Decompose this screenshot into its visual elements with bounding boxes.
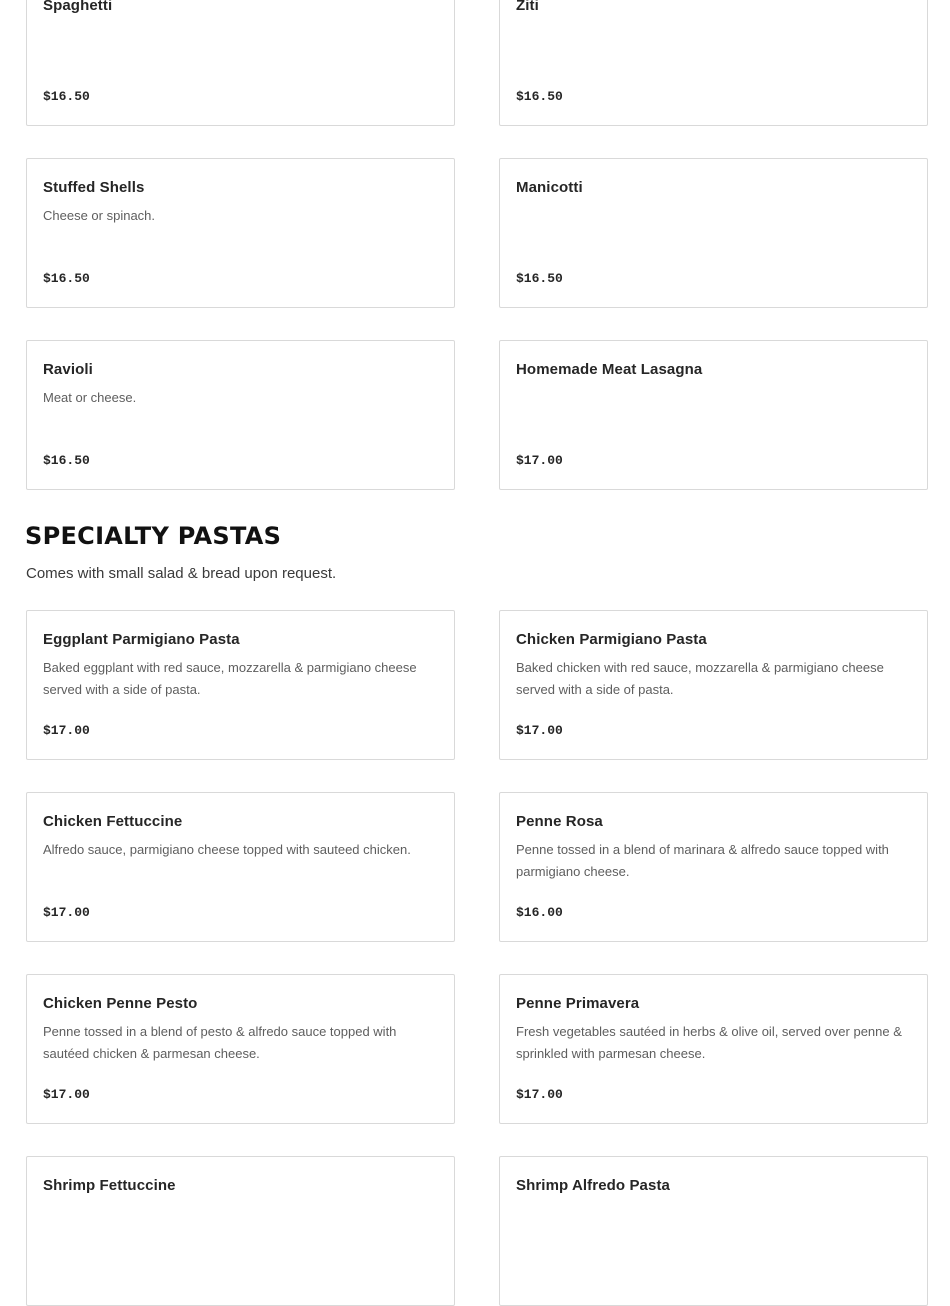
- menu-item-card[interactable]: [499, 792, 928, 942]
- menu-item-name: Chicken Fettuccine: [43, 813, 183, 830]
- menu-item-card[interactable]: [26, 974, 455, 1124]
- menu-item-price: $16.50: [43, 89, 90, 104]
- menu-item-price: $17.00: [43, 1087, 90, 1102]
- menu-item-card[interactable]: [499, 340, 928, 490]
- menu-item-price: $17.00: [516, 723, 563, 738]
- menu-item-name: Eggplant Parmigiano Pasta: [43, 631, 240, 648]
- menu-item-name: Penne Primavera: [516, 995, 640, 1012]
- menu-item-grid: [26, 0, 928, 490]
- menu-item-price: $16.50: [43, 453, 90, 468]
- menu-item-card[interactable]: [26, 0, 455, 126]
- menu-item-name: Ravioli: [43, 361, 93, 378]
- menu-item-price: $17.00: [516, 1087, 563, 1102]
- menu-item-name: Stuffed Shells: [43, 179, 145, 196]
- menu-item-card[interactable]: [26, 1156, 455, 1306]
- menu-item-card[interactable]: [499, 1156, 928, 1306]
- menu-item-card[interactable]: [26, 340, 455, 490]
- menu-item-description: Alfredo sauce, parmigiano cheese topped with sauteed chicken.: [43, 842, 411, 857]
- menu-item-name: Chicken Parmigiano Pasta: [516, 631, 707, 648]
- section-subtitle: Comes with small salad & bread upon request.: [26, 565, 337, 582]
- menu-item-name: Penne Rosa: [516, 813, 603, 830]
- section-title: SPECIALTY PASTAS: [25, 522, 282, 550]
- menu-item-price: $16.00: [516, 905, 563, 920]
- menu-item-card[interactable]: [26, 792, 455, 942]
- menu-item-card[interactable]: [499, 610, 928, 760]
- menu-item-description: Cheese or spinach.: [43, 208, 156, 223]
- menu-item-name: Shrimp Alfredo Pasta: [516, 1177, 670, 1194]
- menu-item-description: Fresh vegetables sautéed in herbs & olive oil, served over penne & sprinkled with parmesan cheese.: [516, 1024, 902, 1061]
- menu-item-name: Ziti: [516, 0, 539, 14]
- menu-item-name: Shrimp Fettuccine: [43, 1177, 176, 1194]
- menu-item-card[interactable]: [26, 158, 455, 308]
- menu-item-price: $16.50: [516, 271, 563, 286]
- menu-item-card[interactable]: [499, 0, 928, 126]
- menu-item-price: $16.50: [43, 271, 90, 286]
- menu-item-card[interactable]: [26, 610, 455, 760]
- menu-item-name: Chicken Penne Pesto: [43, 995, 198, 1012]
- specialty-item-grid: [26, 610, 928, 1306]
- menu-item-description: Baked eggplant with red sauce, mozzarella & parmigiano cheese served with a side of pasta.: [43, 660, 417, 697]
- menu-item-price: $17.00: [516, 453, 563, 468]
- menu-item-description: Penne tossed in a blend of marinara & alfredo sauce topped with parmigiano cheese.: [516, 842, 889, 879]
- menu-item-description: Penne tossed in a blend of pesto & alfredo sauce topped with sautéed chicken & parmesan cheese.: [43, 1024, 397, 1061]
- menu-item-price: $17.00: [43, 723, 90, 738]
- menu-item-name: Manicotti: [516, 179, 583, 196]
- menu-item-card[interactable]: [499, 158, 928, 308]
- menu-item-description: Meat or cheese.: [43, 390, 137, 405]
- menu-item-price: $16.50: [516, 89, 563, 104]
- menu-item-name: Spaghetti: [43, 0, 113, 14]
- menu-item-card[interactable]: [499, 974, 928, 1124]
- menu-item-description: Baked chicken with red sauce, mozzarella & parmigiano cheese served with a side of pasta.: [516, 660, 884, 697]
- menu-item-price: $17.00: [43, 905, 90, 920]
- menu-item-name: Homemade Meat Lasagna: [516, 361, 703, 378]
